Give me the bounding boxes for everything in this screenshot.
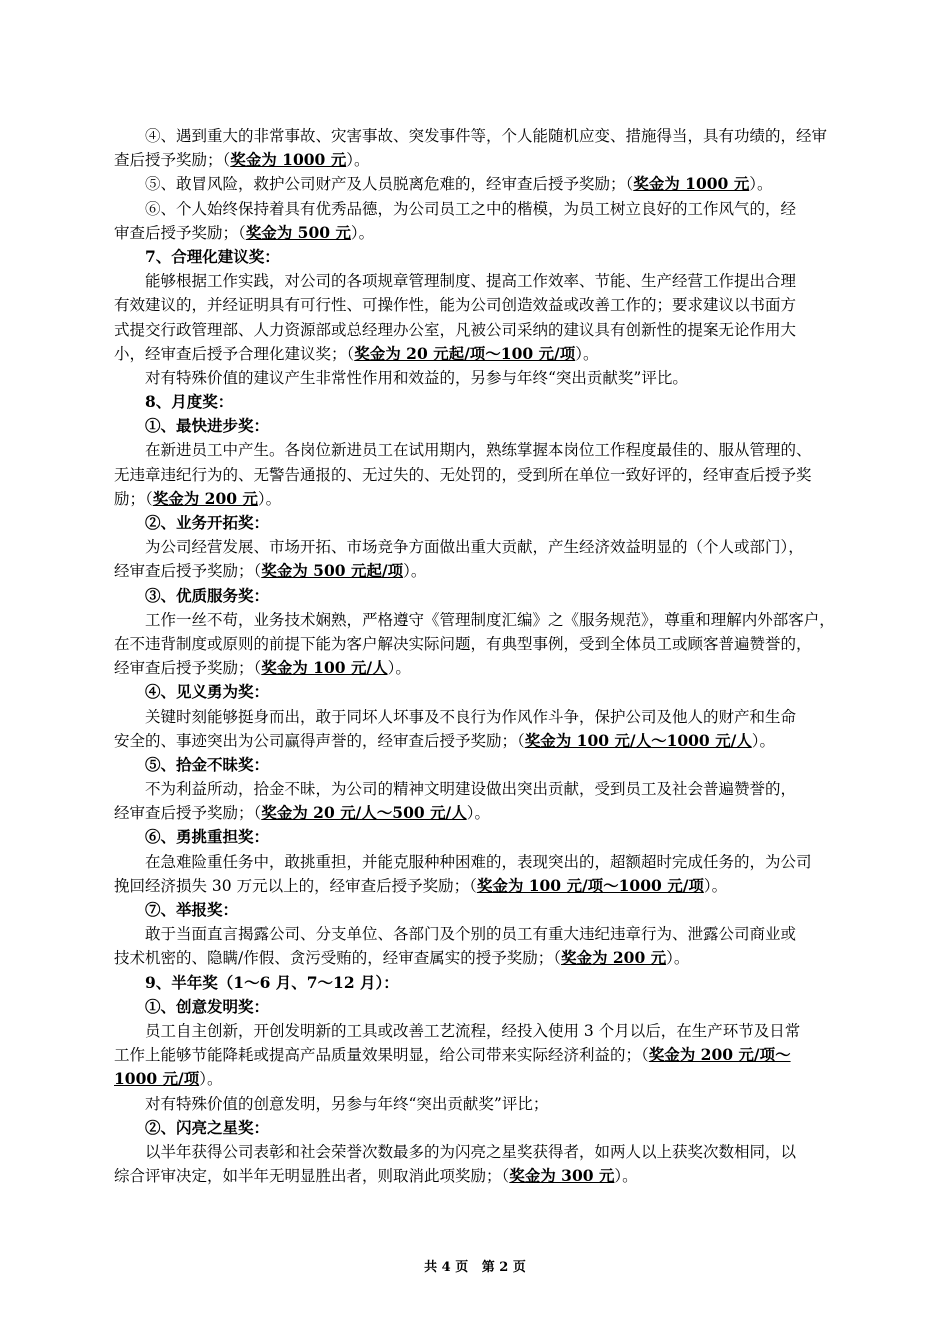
- text-segment: ）。: [350, 223, 375, 242]
- section-heading: 9、半年奖（1～6 月、7～12 月）：: [145, 972, 399, 992]
- text-line: [114, 535, 840, 559]
- text-line: [114, 705, 840, 729]
- reward-amount: 奖金为 200 元: [152, 488, 258, 508]
- text-segment: ）。: [575, 344, 599, 363]
- text-segment: 能够根据工作实践，对公司的各项规章管理制度、提高工作效率、节能、生产经营工作提出合理: [145, 272, 797, 291]
- text-segment: 审查后授予奖励；（: [114, 223, 246, 242]
- reward-amount: 1000 元/项: [114, 1069, 200, 1089]
- text-segment: 综合评审决定，如半年无明显胜出者，则取消此项奖励；（: [114, 1167, 510, 1186]
- text-segment: ）。: [466, 804, 490, 823]
- text-segment: 式提交行政管理部、人力资源部或总经理办公室，凡被公司采纳的建议具有创新性的提案无论作用大: [114, 320, 797, 339]
- text-segment: ）。: [403, 562, 427, 581]
- page-footer: 共 4 页 第 2 页: [424, 1260, 526, 1275]
- reward-amount: 奖金为 200 元/项～: [648, 1045, 791, 1065]
- text-line: [114, 584, 840, 608]
- text-line: [114, 221, 840, 245]
- text-segment: ）。: [387, 659, 411, 678]
- text-segment: ）。: [703, 876, 728, 895]
- section-heading: ①、创意发明奖：: [145, 996, 270, 1016]
- text-segment: 为公司经营发展、市场开拓、市场竞争方面做出重大贡献，产生经济效益明显的（个人或部门），: [145, 538, 804, 557]
- text-segment: 经审查后授予奖励；（: [114, 659, 262, 678]
- text-line: [114, 269, 840, 293]
- text-segment: ）。: [614, 1167, 638, 1186]
- section-heading: ⑦、举报奖：: [145, 900, 239, 919]
- text-segment: ⑤、敢冒风险，救护公司财产及人员脱离危难的，经审查后授予奖励；（: [145, 175, 634, 194]
- text-line: [114, 1019, 840, 1043]
- section-heading: ⑥、勇挑重担奖：: [145, 827, 270, 847]
- text-segment: ）。: [346, 151, 370, 170]
- text-segment: ）。: [199, 1070, 223, 1089]
- text-line: [114, 1140, 840, 1164]
- text-segment: 小，经审查后授予合理化建议奖；（: [114, 344, 355, 363]
- text-segment: ④、遇到重大的非常事故、灾害事故、突发事件等，个人能随机应变、措施得当，具有功绩的，经审: [145, 127, 828, 145]
- text-segment: ⑥、个人始终保持着具有优秀品德，为公司员工之中的楷模，为员工树立良好的工作风气的，经: [145, 199, 797, 218]
- text-line: [114, 342, 840, 366]
- text-line: [114, 995, 840, 1019]
- text-line: [114, 1092, 840, 1116]
- text-segment: 不为利益所动，拾金不昧，为公司的精神文明建设做出突出贡献，受到员工及社会普遍赞誉的，: [145, 780, 797, 799]
- text-segment: 敢于当面直言揭露公司、分支单位、各部门及个别的员工有重大违纪违章行为、泄露公司商业或: [145, 925, 797, 944]
- text-segment: 在急难险重任务中，敢挑重担，并能克服种种困难的，表现突出的，超额超时完成任务的，为公司: [145, 852, 812, 871]
- text-line: [114, 680, 840, 704]
- reward-amount: 奖金为 20 元起/项～100 元/项: [354, 343, 576, 363]
- reward-amount: 奖金为 20 元/人～500 元/人: [261, 803, 467, 823]
- text-line: [114, 245, 840, 269]
- text-segment: 挽回经济损失 30 万元以上的，经审查后授予奖励；（: [114, 876, 477, 895]
- text-segment: ）。: [257, 489, 282, 508]
- document-body: [114, 124, 840, 1188]
- reward-amount: 奖金为 100 元/人～1000 元/人: [524, 730, 752, 750]
- reward-amount: 奖金为 100 元/项～1000 元/项: [476, 875, 704, 895]
- text-line: [114, 390, 840, 414]
- text-segment: 关键时刻能够挺身而出，敢于同坏人坏事及不良行为作风作斗争，保护公司及他人的财产和生命: [145, 707, 797, 726]
- reward-amount: 奖金为 300 元: [509, 1166, 615, 1186]
- text-line: [114, 414, 840, 438]
- text-line: [114, 632, 840, 656]
- text-line: [114, 971, 840, 995]
- reward-amount: 奖金为 500 元起/项: [261, 561, 404, 581]
- text-line: [114, 1043, 840, 1067]
- text-line: [114, 438, 840, 462]
- text-line: [114, 608, 840, 632]
- text-segment: 在新进员工中产生。各岗位新进员工在试用期内，熟练掌握本岗位工作程度最佳的、服从管理的、: [145, 441, 812, 460]
- text-segment: ）。: [751, 731, 776, 750]
- text-line: [114, 946, 840, 970]
- text-line: [114, 1067, 840, 1091]
- text-line: [114, 1116, 840, 1140]
- text-segment: 工作一丝不苟，业务技术娴熟，严格遵守《管理制度汇编》之《服务规范》，尊重和理解内外部客户，: [145, 610, 835, 629]
- section-heading: 8、月度奖：: [145, 392, 234, 412]
- text-line: [114, 898, 840, 922]
- reward-amount: 奖金为 500 元: [245, 222, 351, 242]
- text-line: [114, 511, 840, 535]
- text-line: [114, 124, 840, 148]
- text-line: [114, 753, 840, 777]
- text-segment: 安全的、事迹突出为公司赢得声誉的，经审查后授予奖励；（: [114, 731, 525, 750]
- text-line: [114, 487, 840, 511]
- text-segment: 查后授予奖励；（: [114, 151, 231, 170]
- reward-amount: 奖金为 200 元: [560, 948, 667, 968]
- text-line: [114, 729, 840, 753]
- section-heading: ③、优质服务奖：: [145, 585, 270, 605]
- text-line: [114, 850, 840, 874]
- text-line: [114, 197, 840, 221]
- text-segment: 对有特殊价值的创意发明，另参与年终“突出贡献奖”评比；: [145, 1094, 549, 1113]
- text-line: [114, 801, 840, 825]
- text-line: [114, 656, 840, 680]
- text-line: [114, 1164, 840, 1188]
- section-heading: 7、合理化建议奖：: [145, 246, 280, 266]
- text-segment: 在不违背制度或原则的前提下能为客户解决实际问题，有典型事例，受到全体员工或顾客普遍赞誉的，: [114, 634, 812, 653]
- section-heading: ⑤、拾金不昧奖：: [145, 754, 270, 774]
- reward-amount: 奖金为 1000 元: [230, 150, 347, 170]
- text-segment: 励；（: [114, 489, 153, 508]
- text-segment: ）。: [666, 949, 690, 968]
- text-line: [114, 172, 840, 196]
- section-heading: ②、业务开拓奖：: [145, 513, 270, 532]
- text-line: [114, 777, 840, 801]
- section-heading: ④、见义勇为奖：: [145, 682, 270, 702]
- text-line: [114, 293, 840, 317]
- section-heading: ②、闪亮之星奖：: [145, 1117, 270, 1137]
- text-segment: 对有特殊价值的建议产生非常性作用和效益的，另参与年终“突出贡献奖”评比。: [145, 368, 688, 387]
- text-line: [114, 148, 840, 172]
- text-segment: 有效建议的，并经证明具有可行性、可操作性，能为公司创造效益或改善工作的；要求建议以书面方: [114, 296, 797, 315]
- text-line: [114, 874, 840, 898]
- reward-amount: 奖金为 1000 元: [633, 174, 750, 194]
- text-segment: 员工自主创新，开创发明新的工具或改善工艺流程，经投入使用 3 个月以后，在生产环节及日常: [145, 1021, 801, 1040]
- text-segment: 经审查后授予奖励；（: [114, 804, 262, 823]
- text-line: [114, 922, 840, 946]
- section-heading: ①、最快进步奖：: [145, 416, 270, 436]
- text-line: [114, 366, 840, 390]
- text-line: [114, 318, 840, 342]
- text-segment: 工作上能够节能降耗或提高产品质量效果明显，给公司带来实际经济利益的；（: [114, 1046, 649, 1065]
- text-line: [114, 559, 840, 583]
- reward-amount: 奖金为 100 元/人: [261, 658, 388, 678]
- text-segment: 以半年获得公司表彰和社会荣誉次数最多的为闪亮之星奖获得者，如两人以上获奖次数相同，以: [145, 1142, 797, 1161]
- text-line: [114, 825, 840, 849]
- text-segment: ）。: [749, 175, 773, 194]
- text-segment: 经审查后授予奖励；（: [114, 562, 262, 581]
- text-line: [114, 463, 840, 487]
- text-segment: 技术机密的、隐瞒/作假、贪污受贿的，经审查属实的授予奖励；（: [114, 949, 561, 968]
- text-segment: 无违章违纪行为的、无警告通报的、无过失的、无处罚的，受到所在单位一致好评的，经审查后授予奖: [114, 465, 812, 484]
